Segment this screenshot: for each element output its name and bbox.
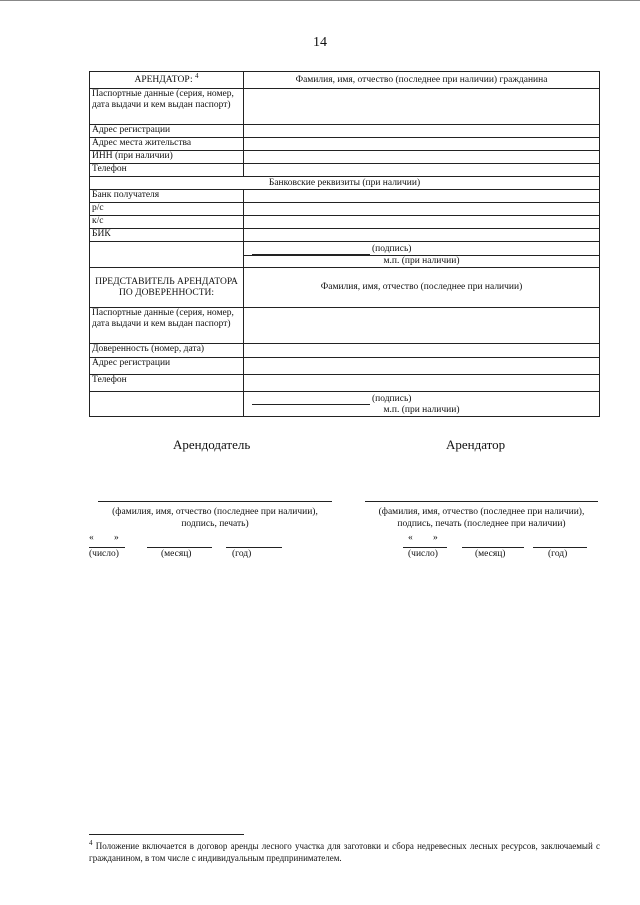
phone-value [244, 164, 600, 177]
residence-value [244, 138, 600, 151]
tenant-day: (число) [408, 549, 438, 559]
tenant-signature-line [365, 501, 598, 502]
bik-label: БИК [90, 229, 244, 242]
rs-label: р/с [90, 203, 244, 216]
tenant-day-line [403, 547, 447, 548]
rep-signature-empty-cell [90, 392, 244, 417]
footnote-text: Положение включается в договор аренды лесного участка для заготовки и сбора недревесных лесных ресурсов, заключаемый с гражданином, в том числе с индивидуальным предпринимателем. [89, 841, 600, 863]
signature-empty-cell [90, 242, 244, 268]
tenant-signature-cell [244, 242, 600, 268]
tenant-header: АРЕНДАТОР: [134, 74, 193, 85]
rep-fio-header: Фамилия, имя, отчество (последнее при наличии) [244, 268, 600, 308]
footnote-ref: 4 [195, 71, 199, 80]
rep-stamp-caption: м.п. (при наличии) [383, 405, 460, 415]
tenant-month: (месяц) [475, 549, 506, 559]
bank-value [244, 190, 600, 203]
stamp-caption: м.п. (при наличии) [383, 256, 460, 266]
tenant-year-line [533, 547, 587, 548]
residence-label: Адрес места жительства [90, 138, 244, 151]
rep-signature-caption: (подпись) [372, 394, 412, 404]
ks-value [244, 216, 600, 229]
landlord-month-line [147, 547, 212, 548]
landlord-caption-line1: (фамилия, имя, отчество (последнее при наличии), [112, 507, 318, 517]
rep-phone-value [244, 375, 600, 392]
page-top-border [0, 0, 640, 1]
tenant-month-line [462, 547, 524, 548]
landlord-year-line [226, 547, 282, 548]
rep-passport-value [244, 308, 600, 344]
signature-caption: (подпись) [372, 244, 412, 254]
tenant-caption-line1: (фамилия, имя, отчество (последнее при наличии), [378, 507, 585, 517]
passport-label: Паспортные данные (серия, номер, дата выдачи и кем выдан паспорт) [90, 89, 244, 125]
rep-signature-cell [244, 392, 600, 417]
bank-label: Банк получателя [90, 190, 244, 203]
bik-value [244, 229, 600, 242]
tenant-caption [355, 506, 608, 530]
footnote-rule [89, 834, 244, 835]
landlord-title: Арендодатель [173, 437, 251, 452]
landlord-day-line [89, 547, 125, 548]
reg-address-label: Адрес регистрации [90, 125, 244, 138]
landlord-caption [88, 506, 342, 530]
tenant-title: Арендатор [446, 437, 506, 452]
tenant-header-cell [90, 72, 244, 89]
landlord-quote-open: « [89, 533, 94, 543]
rep-header: ПРЕДСТАВИТЕЛЬ АРЕНДАТОРА ПО ДОВЕРЕННОСТИ: [90, 268, 244, 308]
tenant-quote-close: » [433, 533, 438, 543]
landlord-year: (год) [232, 549, 252, 559]
rep-reg-address-label: Адрес регистрации [90, 358, 244, 375]
page-number: 14 [313, 35, 327, 50]
landlord-quote-close: » [114, 533, 119, 543]
rep-reg-address-value [244, 358, 600, 375]
tenant-quote-open: « [408, 533, 413, 543]
reg-address-value [244, 125, 600, 138]
tenant-caption-line2: подпись, печать (последнее при наличии) [397, 519, 566, 529]
phone-label: Телефон [90, 164, 244, 177]
passport-value [244, 89, 600, 125]
tenant-details-table [89, 71, 600, 417]
rep-passport-label: Паспортные данные (серия, номер, дата выдачи и кем выдан паспорт) [90, 308, 244, 344]
power-of-attorney-label: Доверенность (номер, дата) [90, 344, 244, 358]
power-of-attorney-value [244, 344, 600, 358]
landlord-month: (месяц) [161, 549, 192, 559]
footnote-mark: 4 [89, 839, 93, 847]
landlord-signature-line [98, 501, 332, 502]
tenant-year: (год) [548, 549, 568, 559]
ks-label: к/с [90, 216, 244, 229]
inn-label: ИНН (при наличии) [90, 151, 244, 164]
landlord-caption-line2: подпись, печать) [181, 519, 249, 529]
fio-header: Фамилия, имя, отчество (последнее при наличии) гражданина [244, 72, 600, 89]
inn-value [244, 151, 600, 164]
rs-value [244, 203, 600, 216]
rep-phone-label: Телефон [90, 375, 244, 392]
bank-details-header: Банковские реквизиты (при наличии) [90, 177, 600, 190]
footnote [89, 840, 600, 864]
landlord-day: (число) [89, 549, 119, 559]
